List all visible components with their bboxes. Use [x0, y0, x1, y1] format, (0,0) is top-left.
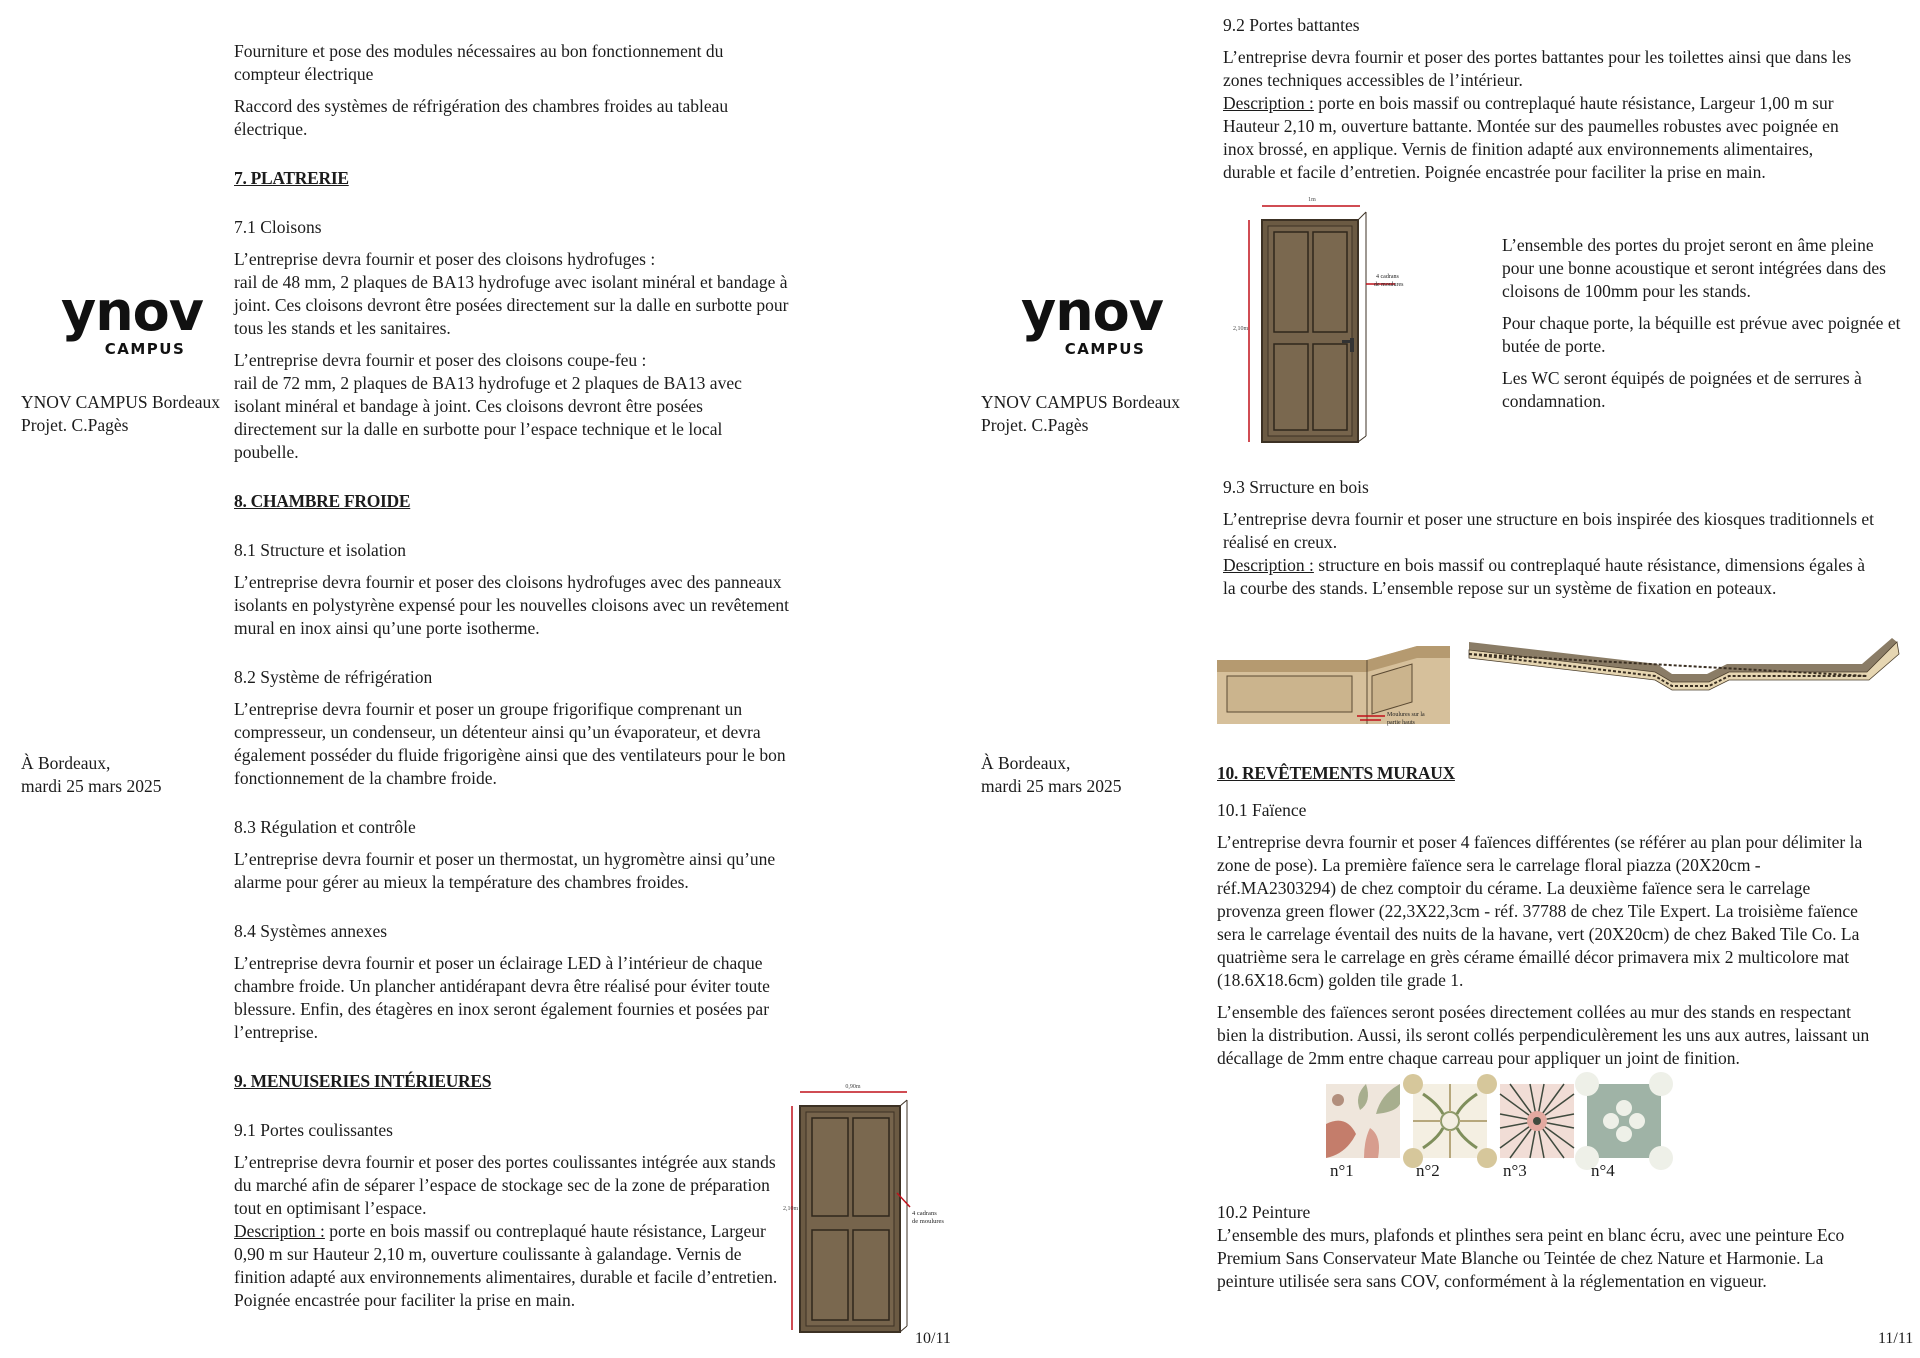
door-notes [1502, 234, 1902, 422]
wood-structure-drawing [1217, 632, 1907, 732]
tile-4-swatch [1587, 1084, 1661, 1158]
project-name: Projet. C.Pagès [21, 415, 129, 435]
svg-text:CAMPUS: CAMPUS [104, 340, 186, 358]
svg-text:1m: 1m [1308, 197, 1316, 203]
project-name: Projet. C.Pagès [981, 415, 1089, 435]
section-9-1-body: L’entreprise devra fournir et poser des portes coulissantes intégrée aux stands du marché afin de séparer l’espace de stockage sec de la zone de préparation tout en optimisant l’espace. Description : porte en bois massif ou contreplaqué haute résistance, Largeur 0,90 m sur Hauteur 2,10 m, ouverture coulissante à galandage. Vernis de finition adapté aux environnements alimentaires, durable et facile d’entretien. Poignée encastrée pour faciliter la prise en main. [234, 1152, 778, 1310]
section-7-1-intro-2: L’entreprise devra fournir et poser des cloisons coupe-feu : [234, 350, 647, 370]
section-10-1-body-1: L’entreprise devra fournir et poser 4 faïences différentes (se référer au plan pour délimiter la zone de pose). La première faïence sera le carrelage floral piazza (20X20cm - réf.MA2303294) de chez comptoir du cérame. La deuxième faïence sera le carrelage provenza green flower (22,3X22,3cm - réf. 37788 de chez Tile Expert. La troisième faïence sera le carrelage éventail des nuits de la havane, vert (20X20cm) de chez Baked Tile Co. La quatrième sera le carrelage en grès cérame émaillé décor primavera mix 2 multicolore mat (18.6X18.6cm) golden tile grade 1. [1217, 832, 1863, 990]
svg-text:Moulures sur la: Moulures sur la [1387, 712, 1425, 718]
door-height-label: 2,10m [783, 1206, 799, 1212]
sliding-door-drawing [785, 1080, 960, 1335]
city: À Bordeaux, [21, 753, 111, 773]
tile-1-label: n°1 [1330, 1161, 1354, 1180]
sidebar-date [981, 752, 1121, 798]
section-10-heading: 10. REVÊTEMENTS MURAUX [1217, 763, 1455, 783]
section-8-4-title: 8.4 Systèmes annexes [234, 921, 388, 941]
section-9-1-title: 9.1 Portes coulissantes [234, 1120, 393, 1140]
section-7-1-body-2: rail de 72 mm, 2 plaques de BA13 hydrofuge et 2 plaques de BA13 avec isolant minéral et bandage à joint. Ces cloisons devront être posées directement sur la dalle en surbotte pour l’espace technique et le local poubelle. [234, 373, 742, 462]
ynov-campus-logo [1017, 280, 1167, 360]
svg-text:de moulures: de moulures [912, 1218, 944, 1225]
page-11 [960, 0, 1920, 1358]
svg-text:CAMPUS: CAMPUS [1064, 340, 1146, 358]
date: mardi 25 mars 2025 [21, 776, 162, 796]
sidebar-date [21, 752, 161, 798]
intro-paragraph-1: Fourniture et pose des modules nécessaires au bon fonctionnement du compteur électrique [234, 41, 724, 84]
section-8-heading: 8. CHAMBRE FROIDE [234, 491, 411, 511]
svg-text:partie hauts: partie hauts [1387, 720, 1415, 726]
page-number: 11/11 [1878, 1330, 1914, 1347]
section-7-1-body-1: rail de 48 mm, 2 plaques de BA13 hydrofuge avec isolant minéral et bandage à joint. Ces cloisons devront être posées directement sur la dalle en surbotte pour tous les stands et les sanitaires. [234, 272, 789, 338]
section-9-3-title: 9.3 Srructure en bois [1223, 477, 1369, 497]
svg-text:4 cadrans: 4 cadrans [912, 1210, 937, 1217]
section-10-2-title: 10.2 Peinture [1217, 1202, 1311, 1222]
section-9-2-title: 9.2 Portes battantes [1223, 15, 1360, 35]
door-width-label: 0,90m [845, 1084, 861, 1090]
section-10 [1217, 762, 1872, 1079]
svg-text:4 cadrans: 4 cadrans [1376, 274, 1399, 280]
description-label: Description : [234, 1221, 325, 1241]
description-label: Description : [1223, 93, 1314, 113]
sidebar-info [21, 391, 220, 437]
section-8-2-body: L’entreprise devra fournir et poser un groupe frigorifique comprenant un compresseur, un condenseur, un détenteur ainsi qu’un évaporateur, et devra également posséder du fluide frigorigène ainsi que des ventilateurs pour le bon fonctionnement de la chambre froide. [234, 699, 786, 788]
sidebar-info [981, 391, 1180, 437]
section-8-3-title: 8.3 Régulation et contrôle [234, 817, 416, 837]
tile-2-swatch [1413, 1084, 1487, 1158]
door-note-3: Les WC seront équipés de poignées et de serrures à condamnation. [1502, 368, 1862, 411]
section-9-2 [1223, 14, 1863, 184]
section-8-4-body: L’entreprise devra fournir et poser un éclairage LED à l’intérieur de chaque chambre froide. Un plancher antidérapant devra être réalisé pour éviter toute blessure. Enfin, des étagères en inox seront également fournies et posées par l’entreprise. [234, 953, 770, 1042]
swing-door-drawing [1232, 192, 1417, 446]
section-9-3 [1223, 476, 1875, 600]
section-8-1-body: L’entreprise devra fournir et poser des cloisons hydrofuges avec des panneaux isolants en polystyrène expensé pour les nouvelles cloisons avec un revêtement mural en inox ainsi qu’une porte isotherme. [234, 572, 789, 638]
tile-3-swatch [1500, 1084, 1574, 1158]
section-8-3-body: L’entreprise devra fournir et poser un thermostat, un hygromètre ainsi qu’une alarme pour gérer au mieux la température des chambres froides. [234, 849, 776, 892]
org-name: YNOV CAMPUS Bordeaux [21, 392, 220, 412]
door-note-2: Pour chaque porte, la béquille est prévue avec poignée et butée de porte. [1502, 313, 1901, 356]
section-10-1-body-2: L’ensemble des faïences seront posées directement collées au mur des stands en respectant bien la distribution. Aussi, ils seront collés perpendiculèrement les uns aux autres, laissant un décallage de 2mm entre chaque carreau pour appliquer un joint de finition. [1217, 1002, 1870, 1068]
org-name: YNOV CAMPUS Bordeaux [981, 392, 1180, 412]
date: mardi 25 mars 2025 [981, 776, 1122, 796]
section-9-3-body: L’entreprise devra fournir et poser une structure en bois inspirée des kiosques traditionnels et réalisé en creux. Description : structure en bois massif ou contreplaqué haute résistance, dimensions égales à la courbe des stands. L’ensemble repose sur un système de fixation en poteaux. [1223, 509, 1875, 598]
svg-text:2,10m: 2,10m [1233, 326, 1249, 332]
section-9-heading: 9. MENUISERIES INTÉRIEURES [234, 1071, 492, 1091]
tile-1-swatch [1326, 1084, 1400, 1158]
section-7-1-intro-1: L’entreprise devra fournir et poser des cloisons hydrofuges : [234, 249, 656, 269]
tile-3-label: n°3 [1503, 1161, 1527, 1180]
page-number: 10/11 [915, 1330, 951, 1347]
svg-text:de moulures: de moulures [1374, 282, 1404, 288]
svg-text:ynov: ynov [1021, 280, 1163, 343]
section-9-2-body: L’entreprise devra fournir et poser des portes battantes pour les toilettes ainsi que dans les zones techniques accessibles de l’intérieur. Description : porte en bois massif ou contreplaqué haute résistance, Largeur 1,00 m sur Hauteur 2,10 m, ouverture battante. Montée sur des paumelles robustes avec poignée en inox brossé, en applique. Vernis de finition adapté aux environnements alimentaires, durable et facile d’entretien. Poignée encastrée pour faciliter la prise en main. [1223, 47, 1852, 182]
city: À Bordeaux, [981, 753, 1071, 773]
ynov-campus-logo [57, 280, 207, 360]
svg-text:ynov: ynov [61, 280, 203, 343]
tile-4-label: n°4 [1591, 1161, 1615, 1180]
section-7-heading: 7. PLATRERIE [234, 168, 349, 188]
section-10-2-body: L’ensemble des murs, plafonds et plinthes sera peint en blanc écru, avec une peinture Eco Premium Sans Conservateur Mate Blanche ou Teintée de chez Nature et Harmonie. La peinture utilisée sera sans COV, conformément à la réglementation en vigueur. [1217, 1225, 1845, 1291]
description-label: Description : [1223, 555, 1314, 575]
door-note-1: L’ensemble des portes du projet seront en âme pleine pour une bonne acoustique et seront intégrées dans des cloisons de 100mm pour les stands. [1502, 235, 1886, 301]
section-7-1-title: 7.1 Cloisons [234, 217, 322, 237]
section-10-2 [1217, 1201, 1872, 1302]
section-10-1-title: 10.1 Faïence [1217, 800, 1307, 820]
tile-2-label: n°2 [1416, 1161, 1440, 1180]
section-8-2-title: 8.2 Système de réfrigération [234, 667, 433, 687]
main-column [234, 40, 789, 1312]
intro-paragraph-2: Raccord des systèmes de réfrigération des chambres froides au tableau électrique. [234, 96, 729, 139]
section-8-1-title: 8.1 Structure et isolation [234, 540, 407, 560]
